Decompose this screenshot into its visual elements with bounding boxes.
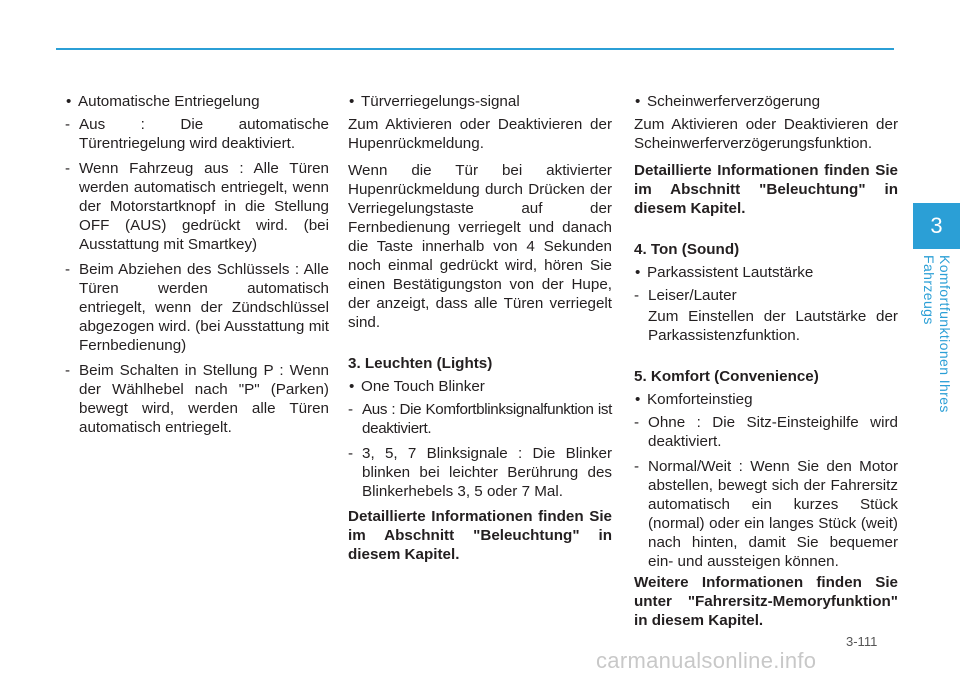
bullet-door-lock-signal: • Türverriegelungs-signal [348, 92, 612, 111]
section-heading-comfort: 5. Komfort (Convenience) [634, 368, 819, 385]
list-item-text: Beim Schalten in Stellung P : Wenn der Wählhebel nach "P" (Parken) bewegt wird, werden alle Türen automatisch entriegelt. [79, 362, 329, 436]
bullet-automatic-unlock: • Automatische Entriegelung [65, 92, 329, 111]
top-divider-rule [56, 48, 894, 50]
list-item-text: 3, 5, 7 Blinksignale : Die Blinker blinken bei leichter Berührung des Blinkerhebels 3, 5 oder 7 Mal. [362, 445, 612, 500]
list-item-off: - Aus : Die automatische Türentriegelung wird deaktiviert. [65, 116, 329, 152]
list-item-text: Ohne : Die Sitz-Einsteighilfe wird deaktiviert. [648, 414, 898, 450]
list-item-blinker-off: - Aus : Die Komfortblinksignalfunktion ist deaktiviert. [348, 401, 612, 437]
chapter-tab: 3 [913, 203, 960, 249]
paragraph-volume-description: Zum Einstellen der Lautstärke der Parkassistenzfunktion. [648, 308, 898, 344]
note-see-lighting-section: Detaillierte Informationen finden Sie im Abschnitt "Beleuchtung" in diesem Kapitel. [634, 162, 898, 217]
list-item-blinker-count: - 3, 5, 7 Blinksignale : Die Blinker blinken bei leichter Berührung des Blinkerhebels 3, 5 oder 7 Mal. [348, 445, 612, 500]
list-item-text: Normal/Weit : Wenn Sie den Motor abstellen, bewegt sich der Fahrersitz automatisch ein kurzes Stück (normal) oder ein langes Stück (weit) nach hinten, damit Sie bequemer ein- und aussteigen können. [648, 458, 898, 570]
list-item-label: Leiser/Lauter [648, 287, 737, 304]
watermark: carmanualsonline.info [596, 648, 817, 673]
list-item-key-removal: - Beim Abziehen des Schlüssels : Alle Türen werden automatisch entriegelt, wenn der Zündschlüssel abgezogen wird. (bei Ausstattung mit Fernbedienung) [65, 261, 329, 354]
list-item-text: Aus : Die automatische Türentriegelung wird deaktiviert. [79, 116, 329, 152]
list-item-text: Beim Abziehen des Schlüssels : Alle Türen werden automatisch entriegelt, wenn der Zündschlüssel abgezogen wird. (bei Ausstattung mit Fernbedienung) [79, 261, 329, 354]
bullet-one-touch-blinker: • One Touch Blinker [348, 377, 612, 396]
page-number: 3-111 [846, 634, 878, 649]
list-item-text: Wenn Fahrzeug aus : Alle Türen werden automatisch entriegelt, wenn der Motorstartknopf in die Stellung OFF (AUS) gedrückt wird. (bei Ausstattung mit Smartkey) [79, 160, 329, 253]
list-item-quieter-louder: - Leiser/Lauter [634, 287, 737, 304]
list-item-none: - Ohne : Die Sitz-Einsteighilfe wird deaktiviert. [634, 414, 898, 450]
section-heading-sound: 4. Ton (Sound) [634, 241, 740, 258]
note-see-seat-memory-section: Weitere Informationen finden Sie unter "Fahrersitz-Memoryfunktion" in diesem Kapitel. [634, 574, 898, 629]
paragraph-horn-feedback: Zum Aktivieren oder Deaktivieren der Hupenrückmeldung. [348, 116, 612, 152]
list-item-text: Aus : Die Komfortblinksignalfunktion ist deaktiviert. [362, 401, 612, 437]
paragraph-headlamp-delay: Zum Aktivieren oder Deaktivieren der Scheinwerferverzögerungsfunktion. [634, 116, 898, 152]
paragraph-horn-description: Wenn die Tür bei aktivierter Hupenrückmeldung durch Drücken der Verriegelungstaste auf der Fernbedienung verriegelt und danach die Taste innerhalb von 4 Sekunden noch einmal gedrückt wird, hören Sie einen Bestätigungston von der Hupe, der anzeigt, dass alle Türen verriegelt sind. [348, 162, 612, 331]
bullet-comfort-entry: • Komforteinstieg [634, 390, 898, 409]
bullet-headlamp-delay: • Scheinwerferverzögerung [634, 92, 898, 111]
column-automatic-unlock [65, 92, 329, 443]
section-heading-lights: 3. Leuchten (Lights) [348, 355, 493, 372]
note-see-lighting-section: Detaillierte Informationen finden Sie im Abschnitt "Beleuchtung" in diesem Kapitel. [348, 508, 612, 563]
list-item-normal-wide: - Normal/Weit : Wenn Sie den Motor abstellen, bewegt sich der Fahrersitz automatisch ein kurzes Stück (normal) oder ein langes Stück (weit) nach hinten, damit Sie bequemer ein- und aussteigen können. [634, 458, 898, 570]
column-headlamp-sound-comfort [634, 92, 898, 638]
bullet-park-assist-volume: • Parkassistent Lautstärke [634, 263, 898, 282]
list-item-park-position: - Beim Schalten in Stellung P : Wenn der Wählhebel nach "P" (Parken) bewegt wird, werden alle Türen automatisch entriegelt. [65, 362, 329, 436]
chapter-title-vertical: Komfortfunktionen Ihres Fahrzeugs [921, 255, 953, 413]
column-lock-signal-lights [348, 92, 612, 572]
list-item-vehicle-off: - Wenn Fahrzeug aus : Alle Türen werden automatisch entriegelt, wenn der Motorstartknopf in die Stellung OFF (AUS) gedrückt wird. (bei Ausstattung mit Smartkey) [65, 160, 329, 253]
